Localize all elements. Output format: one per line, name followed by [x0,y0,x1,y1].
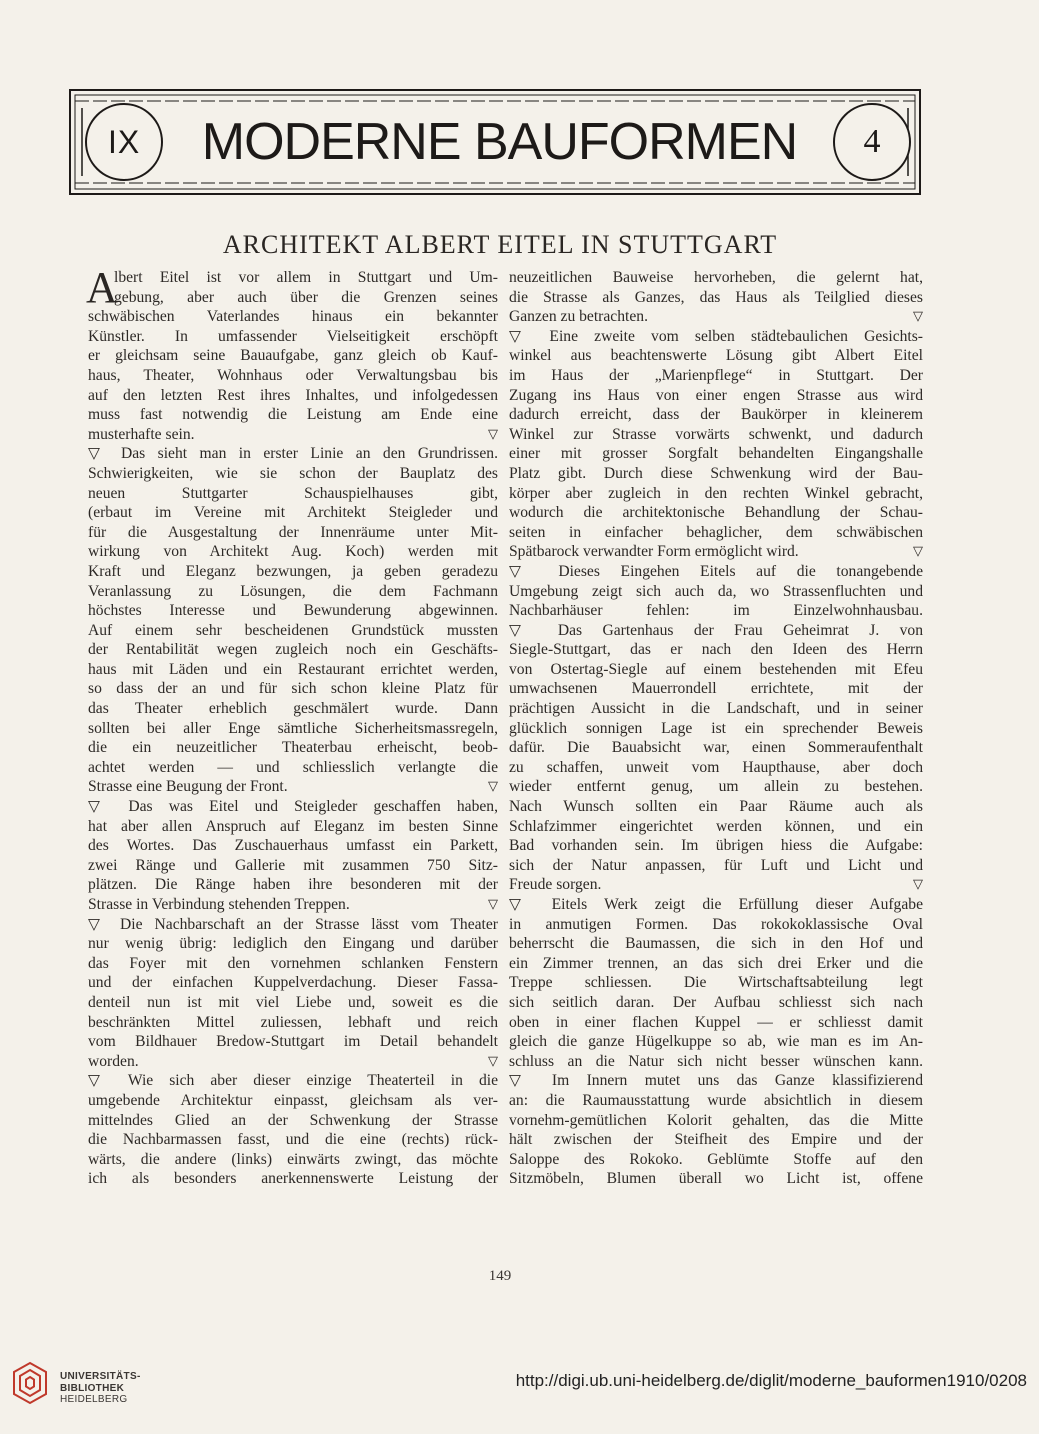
text-line: Siegle-Stuttgart, das er nach den Ideen des Herrn [509,641,923,659]
text-line: ▽ Wie sich aber dieser einzige Theaterteil in die [88,1072,498,1090]
text-line [88,777,498,797]
text-line [509,307,923,327]
library-logo-icon [10,1360,50,1406]
text-line: vornehm-gemütlichen Kolorit gehalten, das die Mitte [509,1111,923,1129]
text-line: seiten in einfacher behaglicher, dem schwäbischen [509,523,923,541]
text-line: höchstes Interesse und Bewunderung abgewinnen. [88,602,498,620]
text-line: die ein neuzeitlicher Theaterbau erheischt, beob- [88,739,498,757]
volume-numeral: IX [108,123,141,160]
text-line-content: Strasse eine Beugung der Front. [88,778,288,796]
text-line: auf den letzten Rest ihres Inhaltes, und infolgedessen [88,386,498,404]
journal-title: MODERNE BAUFORMEN [201,113,798,171]
text-line: dadurch erreicht, dass der Baukörper in kleinerem [509,406,923,424]
text-line: ▽ Die Nachbarschaft an der Strasse lässt vom Theater [88,915,498,933]
text-line: neuen Stuttgarter Schauspielhauses gibt, [88,484,498,502]
text-line: ▽ Eitels Werk zeigt die Erfüllung dieser Aufgabe [509,896,923,913]
text-line: das Theater erheblich geschmälert wurde. Dann [88,700,498,718]
text-line-content: Strasse in Verbindung stehenden Treppen. [88,896,350,913]
text-line: die Nachbarmassen fasst, und die eine (rechts) rück- [88,1131,498,1149]
text-line: Künstler. In umfassender Vielseitigkeit erschöpft [88,327,498,345]
text-line: umgebende Architektur einpasst, gleichsam als ver- [88,1091,498,1109]
text-line: Zugang ins Haus von einer engen Strasse aus wird [509,386,923,404]
text-line: die Strasse als Ganzes, das Haus als Teilglied dieses [509,288,923,306]
text-line: oben in einer flachen Kuppel — er schliesst damit [509,1013,923,1031]
text-line: mittelndes Glied an der Schwenkung der Strasse [88,1111,498,1129]
text-line [509,875,923,895]
text-line: Auf einem sehr bescheidenen Grundstück mussten [88,621,498,639]
text-line: Saloppe des Rokoko. Geblümte Stoffe auf den [509,1150,923,1168]
text-line: er gleichsam seine Bauaufgabe, ganz gleich ob Kauf- [88,347,498,365]
journal-banner [68,88,922,196]
paragraph-end-mark: ▽ [488,779,498,795]
text-line: körper aber zugleich in den rechten Winkel gebracht, [509,484,923,502]
text-line: an: die Raumausstattung wurde absichtlich in diesem [509,1091,923,1109]
text-line-content: musterhafte sein. [88,425,195,443]
text-line: denteil nun ist mit viel Liebe und, soweit es die [88,993,498,1011]
text-line: haus, Theater, Wohnhaus oder Verwaltungsbau bis [88,366,498,384]
text-line: einer mit grosser Sorgfalt behandelten Eingangshalle [509,445,923,463]
text-line: ▽ Dieses Eingehen Eitels auf die tonangebende [509,562,923,580]
text-line: ein Zimmer trennen, an das sich drei Erker und die [509,954,923,972]
text-line: ich als besonders anerkennenswerte Leistung der [88,1170,498,1188]
text-line: ▽ Eine zweite vom selben städtebaulichen Gesichts- [509,327,923,345]
text-line: und der einfachen Kuppelverdachung. Dieser Fassa- [88,974,498,992]
text-line: Schlafzimmer eingerichtet werden können, und ein [509,817,923,835]
text-line: nur wenig übrig: lediglich den Eingang und darüber [88,935,498,953]
library-line-1: UNIVERSITÄTS- [60,1371,141,1382]
paragraph-end-mark: ▽ [488,897,498,912]
text-line: für die Ausgestaltung der Innenräume unter Mit- [88,523,498,541]
text-line: glücklich sonnigen Lage ist ein sprechender Beweis [509,719,923,737]
text-line [509,542,923,562]
library-line-2: BIBLIOTHEK [60,1382,125,1394]
text-line: zu schaffen, unweit vom Haupthause, aber doch [509,758,923,776]
paragraph-end-mark: ▽ [488,1053,498,1069]
text-line: Winkel zur Strasse vorwärts schwenkt, und dadurch [509,425,923,443]
text-line: ▽ Das was Eitel und Steigleder geschaffen haben, [88,798,498,816]
text-line: beherrscht die Baumassen, die sich in den Hof und [509,935,923,953]
paragraph-end-mark: ▽ [913,877,923,893]
text-line: wärts, die andere (links) einwärts zwingt, das möchte [88,1150,498,1168]
text-line [88,425,498,445]
text-line: ▽ Das sieht man in erster Linie an den Grundrissen. [88,445,498,463]
text-line: ▽ Im Innern mutet uns das Ganze klassifizierend [509,1072,923,1090]
text-line: Umgebung zeigt sich auch da, wo Strassenfluchten und [509,582,923,600]
text-line: gebung, aber auch über die Grenzen seines [114,288,498,306]
text-line: plätzen. Die Ränge haben ihre besonderen mit der [88,876,498,894]
text-line: beschränkten Mittel zuliessen, lebhaft und reich [88,1013,498,1031]
text-line: Treppe schliessen. Die Wirtschaftsabteilung legt [509,974,923,992]
source-url-link[interactable]: http://digi.ub.uni-heidelberg.de/diglit/moderne_bauformen1910/0208 [515,1371,1027,1390]
library-name [60,1371,141,1406]
text-line: hat aber allen Anspruch auf Eleganz im besten Sinne [88,817,498,835]
text-line: zwei Ränge und Gallerie mit zusammen 750 Sitz- [88,856,498,874]
text-line: muss fast notwendig die Leistung am Ende eine [88,406,498,424]
text-line: umwachsenen Mauerrondell errichtete, mit der [509,680,923,698]
text-line-content: Ganzen zu betrachten. [509,308,648,326]
text-line: vom Bildhauer Bredow-Stuttgart im Detail behandelt [88,1033,498,1051]
paragraph-end-mark: ▽ [488,426,498,442]
text-line: gleich die ganze Hügelkuppe so ab, wie man es im An- [509,1033,923,1051]
text-line-content: worden. [88,1052,139,1070]
text-line: der Rentabilität wegen zugleich noch ein Geschäfts- [88,641,498,659]
footer [0,1352,1039,1434]
text-line: so dass der an und für sich schon kleine Platz für [88,680,498,698]
paragraph-end-mark: ▽ [913,544,923,560]
article-title: ARCHITEKT ALBERT EITEL IN STUTTGART [222,230,778,259]
text-line: lbert Eitel ist vor allem in Stuttgart und Um- [114,269,498,286]
page-number: 149 [488,1268,512,1284]
text-line: schwäbischen Vaterlandes hinaus ein bekannter [88,308,498,326]
text-line: (erbaut im Vereine mit Architekt Steigleder und [88,504,498,522]
text-line: schluss an die Natur sich nicht besser wünschen kann. [509,1052,923,1070]
text-line: prächtigen Aussicht in die Landschaft, und in seiner [509,700,923,718]
text-line: ▽ Das Gartenhaus der Frau Geheimrat J. von [509,621,923,639]
issue-number: 4 [863,123,881,160]
text-line: achtet werden — und schliesslich verlangte die [88,758,498,776]
text-line: sich seitlich daran. Der Aufbau schliesst sich nach [509,993,923,1011]
text-line: das Foyer mit den vornehmen schlanken Fenstern [88,954,498,972]
text-line: Schwierigkeiten, wie sie schon der Bauplatz des [88,464,498,482]
text-line: dafür. Die Bauabsicht war, einen Sommeraufenthalt [509,739,923,757]
text-line: wieder entfernt genug, um allein zu bestehen. [509,778,923,796]
text-line: winkel aus beachtenswerte Lösung gibt Albert Eitel [509,347,923,365]
text-line: sich der Natur anpassen, für Luft und Licht und [509,856,923,874]
paragraph-end-mark: ▽ [913,309,923,325]
drop-cap: A [86,263,118,312]
text-line: Sitzmöbeln, Blumen überall wo Licht ist, offene [509,1170,923,1188]
text-line [88,895,498,915]
text-line: des Wortes. Das Zuschauerhaus umfasst ein Parkett, [88,837,498,855]
text-line: Nachbarhäuser fehlen: im Einzelwohnhausbau. [509,602,923,620]
left-column [86,263,498,1189]
text-line: Veranlassung zu Lösungen, die dem Fachmann [88,582,498,600]
text-line: sollten bei aller Enge sämtliche Sicherheitsmassregeln, [88,719,498,737]
text-line-content: Spätbarock verwandter Form ermöglicht wird. [509,543,799,561]
text-line: in anmutigen Formen. Das rokokoklassische Oval [509,915,923,933]
text-line: Nach Wunsch sollten ein Paar Räume auch als [509,798,923,816]
text-line: im Haus der „Marienpflege“ in Stuttgart. Der [509,366,923,384]
text-line: haus mit Läden und ein Restaurant errichtet werden, [88,660,498,678]
text-line: neuzeitlichen Bauweise hervorheben, die gelernt hat, [509,269,923,286]
right-column [509,268,923,1189]
text-line-content: Freude sorgen. [509,876,602,894]
text-line: Bad vorhanden sein. Im übrigen hiess die Aufgabe: [509,837,923,855]
text-line: wodurch die architektonische Behandlung der Schau- [509,504,923,522]
text-line: von Ostertag-Siegle auf einem bestehenden mit Efeu [509,660,923,678]
text-line [88,1052,498,1072]
text-line: hält zwischen der Steifheit des Empire und der [509,1131,923,1149]
text-line: Platz gibt. Durch diese Schwenkung wird der Bau- [509,464,923,482]
library-line-3: HEIDELBERG [60,1394,128,1405]
text-line: wirkung von Architekt Aug. Koch) werden mit [88,543,498,561]
text-line: Kraft und Eleganz bezwungen, ja geben geradezu [88,562,498,580]
